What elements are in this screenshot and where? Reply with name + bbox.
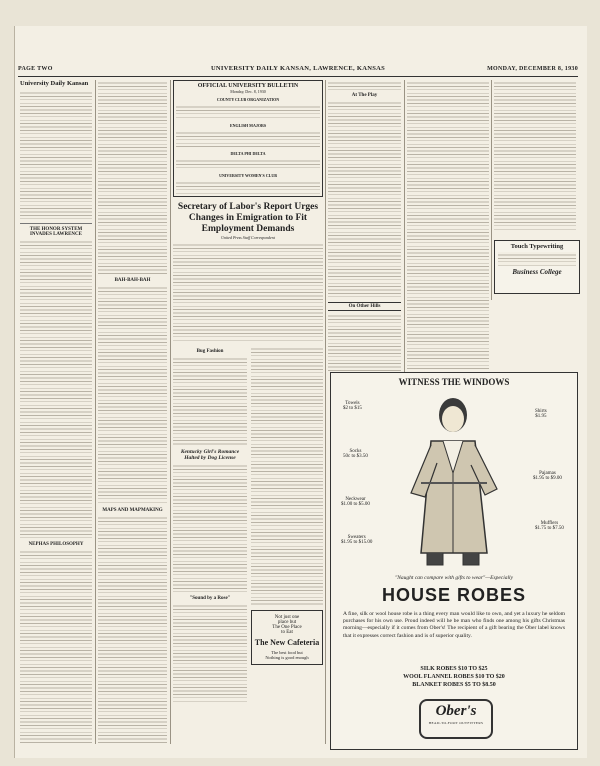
price-tag: Mufflers $1.75 to $7.50 <box>535 521 564 531</box>
column-seven <box>494 80 576 240</box>
article-headline: At The Play <box>351 93 378 98</box>
bulletin-item-heading: DELTA PHI DELTA <box>230 151 266 156</box>
column-rule <box>95 80 96 744</box>
article-text <box>98 80 167 275</box>
ad-big-headline: HOUSE ROBES <box>381 585 527 605</box>
left-subcolumn <box>173 346 247 703</box>
price-tag: Sweaters $1.95 to $15.00 <box>341 535 373 545</box>
page-label: PAGE TWO <box>18 66 53 72</box>
story-headline: Secretary of Labor's Report Urges Changes in Emigration to Fit Employment Demands <box>177 202 319 234</box>
price-tag: Towels $2 to $15 <box>343 401 362 411</box>
ad-headline: WITNESS THE WINDOWS <box>398 377 510 387</box>
kentucky-headline: Kentucky Girl's Romance Halted by Dog License <box>180 449 240 461</box>
official-bulletin <box>173 80 323 197</box>
ad-title: Touch Typewriting <box>510 243 564 250</box>
bulletin-item-heading: UNIVERSITY WOMEN'S CLUB <box>219 173 277 178</box>
editorial-text <box>20 549 92 744</box>
robe-price-list: SILK ROBES $10 TO $25 WOOL FLANNEL ROBES $10 TO $20 BLANKET ROBES $5 TO $8.50 <box>403 666 505 688</box>
article-headline: BAH-BAH-BAH <box>114 278 151 283</box>
bulletin-title: OFFICIAL UNIVERSITY BULLETIN <box>197 83 299 89</box>
editorial-text <box>20 239 92 539</box>
bulletin-item-heading: ENGLISH MAJORS <box>229 123 267 128</box>
column-rule <box>491 80 492 300</box>
price-tag: Shirts $1.95 <box>535 409 547 419</box>
bulletin-item-heading: COUNTY CLUB ORGANIZATION <box>216 97 280 102</box>
article-headline: MAPS AND MAPMAKING <box>102 508 163 513</box>
ad-line: place but <box>277 620 297 625</box>
ad-line: The One Place <box>272 625 302 630</box>
ad-body: A fine, silk or wool house robe is a thing every man would like to own, and yet a luxury he seldom purchases for his own use. Proud indeed will he be man who finds one among his gifts Christmas morning—especially if it comes from Ober's! The recipient of a gift bearing the Ober label knows that it expresses correct fashion and is of superior quality. <box>343 611 565 639</box>
typewriting-ad <box>494 240 580 294</box>
editorial-column <box>20 80 92 744</box>
article-text <box>407 80 489 370</box>
center-columns <box>173 80 323 744</box>
article-text <box>494 80 576 230</box>
obers-ad <box>330 372 578 750</box>
masthead-title: University Daily Kansan <box>20 80 89 87</box>
masthead <box>18 64 578 77</box>
ad-line: The best food but <box>271 650 303 655</box>
column-two <box>98 80 167 744</box>
man-in-robe-illustration <box>391 393 511 569</box>
editorial-headline: NEPHAS PHILOSOPHY <box>28 542 84 547</box>
article-text <box>98 515 167 744</box>
ad-tagline: "Naught can compare with gifts to wear"—Especially <box>394 575 514 581</box>
paper-title: UNIVERSITY DAILY KANSAN, LAWRENCE, KANSAS <box>210 65 386 72</box>
price-tag: Neckwear $1.00 to $5.00 <box>341 497 370 507</box>
cafeteria-ad <box>251 610 323 665</box>
staff-listing <box>20 90 92 220</box>
price-tag: Socks 50c to $3.50 <box>343 449 368 459</box>
ad-name: The New Cafeteria <box>254 638 320 647</box>
article-text <box>98 285 167 505</box>
column-six <box>407 80 489 380</box>
ad-line: Not just one <box>274 615 300 620</box>
sound-heading: "Sound by a Rose" <box>189 596 231 601</box>
editorial-headline: THE HONOR SYSTEM INVADES LAWRENCE <box>29 227 83 237</box>
issue-date: MONDAY, DECEMBER 8, 1930 <box>487 66 578 72</box>
store-logo: Ober's HEAD-TO-FOOT OUTFITTERS <box>419 699 493 739</box>
column-rule <box>325 80 326 744</box>
column-rule <box>170 80 171 744</box>
price-tag: Pajamas $1.95 to $9.00 <box>533 471 562 481</box>
article-headline: On Other Hills <box>328 302 401 311</box>
ad-line: to Eat <box>281 630 293 635</box>
bulletin-issue: Monday, Dec. 8, 1930 <box>230 89 266 94</box>
story-byline: United Press Staff Correspondent <box>221 235 275 240</box>
right-subcolumn <box>251 346 323 703</box>
ad-college: Business College <box>512 268 562 276</box>
article-headline: Bug Fashion <box>196 349 224 354</box>
story-text <box>173 242 323 342</box>
column-five <box>328 80 401 380</box>
ad-line: Nothing is good enough <box>265 655 309 660</box>
